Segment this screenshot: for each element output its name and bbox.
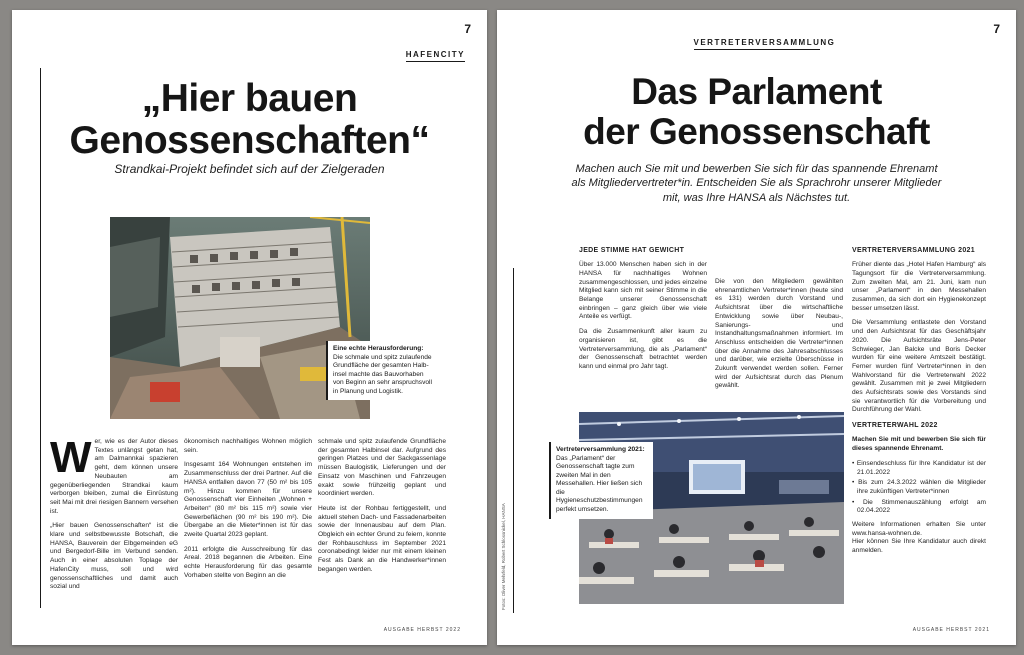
section-label: VERTRETERVERSAMMLUNG (694, 38, 820, 50)
vertical-rule (513, 268, 514, 613)
page-title: „Hier bauen Genossenschaften“ (69, 77, 430, 163)
page-subtitle: Strandkai-Projekt befindet sich auf der Zielgeraden (114, 162, 385, 176)
deadline-list (852, 460, 986, 516)
drop-cap: W (50, 433, 92, 482)
text-column-2: Die von den Mitgliedern gewählten ehrenamtlichen Vertreter*innen (heute sind es 131) werden durch Vorstand und Aufsichtsrat über die wirtschaftliche Entwicklung sowie über Neubau-, Sanierungs- und Instandhaltungsmaßnahmen informiert. Im Anschluss entscheiden die Vertreter*innen über die Annahme des Jahresabschlusses und darüber, wie erzielte Überschüsse in Zukunft verwendet werden sollen. Ferner wird der Aufsichtsrat durch das Plenum gewählt. (715, 278, 843, 390)
page-subtitle: Machen auch Sie mit und bewerben Sie sich für das spannende Ehrenamt als Mitgliedervertreter*in. Entscheiden Sie als Sprachrohr unserer Mitglieder mit, was Ihre HANSA als Nächstes tut. (571, 163, 942, 204)
page-number: 7 (993, 22, 1000, 36)
list-item: • Die Stimmenauszählung erfolgt am 02.04.2022 (852, 499, 986, 516)
text-column-3: VERTRETERVERSAMMLUNG 2021 Früher diente das „Hotel Hafen Hamburg“ als Tagungsort für die Vertreterversammlung. Zum zweiten Mal, am 21. Juni, kam nun unser „Parlament“ in den Messehallen zusammen, da sich dort ein Hygienekonzept besser umsetzen lässt. Die Versammlung entlastete den Vorstand und den Aufsichtsrat für das Geschäftsjahr 2020. Die Aufsichtsräte Jens-Peter Schwieger, Jan Balcke und Boris Decker wurden für eine weitere Amtszeit bestätigt. Ferner wurden fünf Vertreter*innen in den Wahlvorstand für die Vertreterwahl 2022 gewählt. Zusammen mit je zwei Mitgliedern des Aufsichtsrats sowie des Vorstands sind sie verantwortlich für die Vorbereitung und Durchführung der Wahl. VERTRETERWAHL 2022 Machen Sie mit und bewerben Sie sich für dieses spannende Ehrenamt. • Einsendeschluss für Ihre Kandidatur ist der 21.01.2022 • Bis zum 24.3.2022 wählen die Mitglieder ihre zukünftigen Vertreter*innen • Die Stimmenauszählung erfolgt am 02.04.2022 Weitere Informationen erhalten Sie unter www.hansa-wohnen.de. Hier können Sie Ihre Kandidatur auch direkt anmelden. (852, 246, 986, 562)
photo-caption: Vertreterversammlung 2021: Das „Parlament“ der Genossenschaft tagte zum zweiten Mal in den Messehallen. Hier ließen sich die Hygieneschutzbestimmungen perfekt umsetzen. (549, 442, 653, 519)
column-heading: JEDE STIMME HAT GEWICHT (579, 247, 685, 254)
page-number: 7 (464, 22, 471, 36)
page-footer: AUSGABE HERBST 2021 (912, 627, 990, 633)
left-page (12, 10, 487, 645)
page-footer: AUSGABE HERBST 2022 (383, 627, 461, 633)
column-heading: VERTRETERWAHL 2022 (852, 422, 938, 430)
column-heading: VERTRETERVERSAMMLUNG 2021 (852, 247, 975, 254)
photo-caption: Eine echte Herausforderung: Die schmale und spitz zulaufende Grundfläche der gesamten Halb- insel machte das Bauvorhaben von Beginn an sehr anspruchsvoll in Planung und Logistik. (326, 341, 456, 400)
text-column-1: Wer, wie es der Autor dieses Textes unlängst getan hat, am Dalmannkai spazieren geht, dem können unsere Neubauten am gegenüberliegenden Strandkai kaum verborgen bleiben, zumal die Einrüstung seit Mai mit drei riesigen Bannern versehen ist. „Hier bauen Genossenschaften“ ist die klare und selbstbewusste Botschaft, die HANSA, Bauverein der Elbgemeinden eG und Bergedorf-Bille im Verbund senden. Auch in einer absoluten Toplage der HafenCity muss, soll und wird genossenschaftliches und damit auch sozial und (50, 433, 178, 591)
text-column-3: schmale und spitz zulaufende Grundfläche der gesamten Halbinsel dar. Aufgrund des geringen Platzes und der Sackgassenlage müssen Baulogistik, Lieferungen und der Einsatz von Maschinen und Fahrzeugen exakt sowie frühzeitig geplant und koordiniert werden. Heute ist der Rohbau fertiggestellt, und aktuell stehen Dach- und Fassadenarbeiten sowie der Innenausbau auf dem Plan. Obgleich ein echter Grund zu feiern, konnte der Rohbauschluss im September 2021 coronabedingt leider nur mit einem kleinen Fest als Dank an die Handwerker*innen begangen werden. (318, 438, 446, 573)
page-title: Das Parlament der Genossenschaft (583, 71, 930, 152)
list-item: • Bis zum 24.3.2022 wählen die Mitglieder ihre zukünftigen Vertreter*innen (852, 479, 986, 496)
text-column-1: JEDE STIMME HAT GEWICHT Über 13.000 Menschen haben sich in der HANSA für nachhaltiges Wohnen zusammengeschlossen, und jedes einzelne Mitglied kann sich mit seiner Stimme in die Belange unserer Genossenschaft einbringen – ganz gleich über wie viele Anteile es verfügt. Da die Zusammenkunft aller kaum zu organisieren ist, gibt es die Vertreterversammlung, die als „Parlament“ der Genossenschaft betrachtet werden kann und einmal pro Jahr tagt. (579, 247, 707, 370)
section-label: HAFENCITY (406, 50, 465, 62)
text-column-2: ökonomisch nachhaltiges Wohnen möglich sein. Insgesamt 164 Wohnungen entstehen im Zusammenschluss der drei Partner. Auf die HANSA entfallen davon 77 (50 m² bis 105 m²). Hinzu kommen für unsere Genossenschaft vier Einheiten „Wohnen + Arbeiten“ (80 m² bis 115 m²) sowie vier Gewerbeflächen (90 m² bis 190 m²). Die Übergabe an die Mieter*innen ist für das zweite Quartal 2023 geplant. 2011 erfolgte die Ausschreibung für das Areal. 2018 begannen die Arbeiten. Eine echte Herausforderung für das gesamte Vorhaben stellte von Beginn an die (184, 438, 312, 579)
photo-credit: Fotos: Oliver Mehrfeld, Robert Schlossnickel, HANSA (501, 503, 506, 610)
list-item: • Einsendeschluss für Ihre Kandidatur ist der 21.01.2022 (852, 460, 986, 477)
right-page (497, 10, 1016, 645)
